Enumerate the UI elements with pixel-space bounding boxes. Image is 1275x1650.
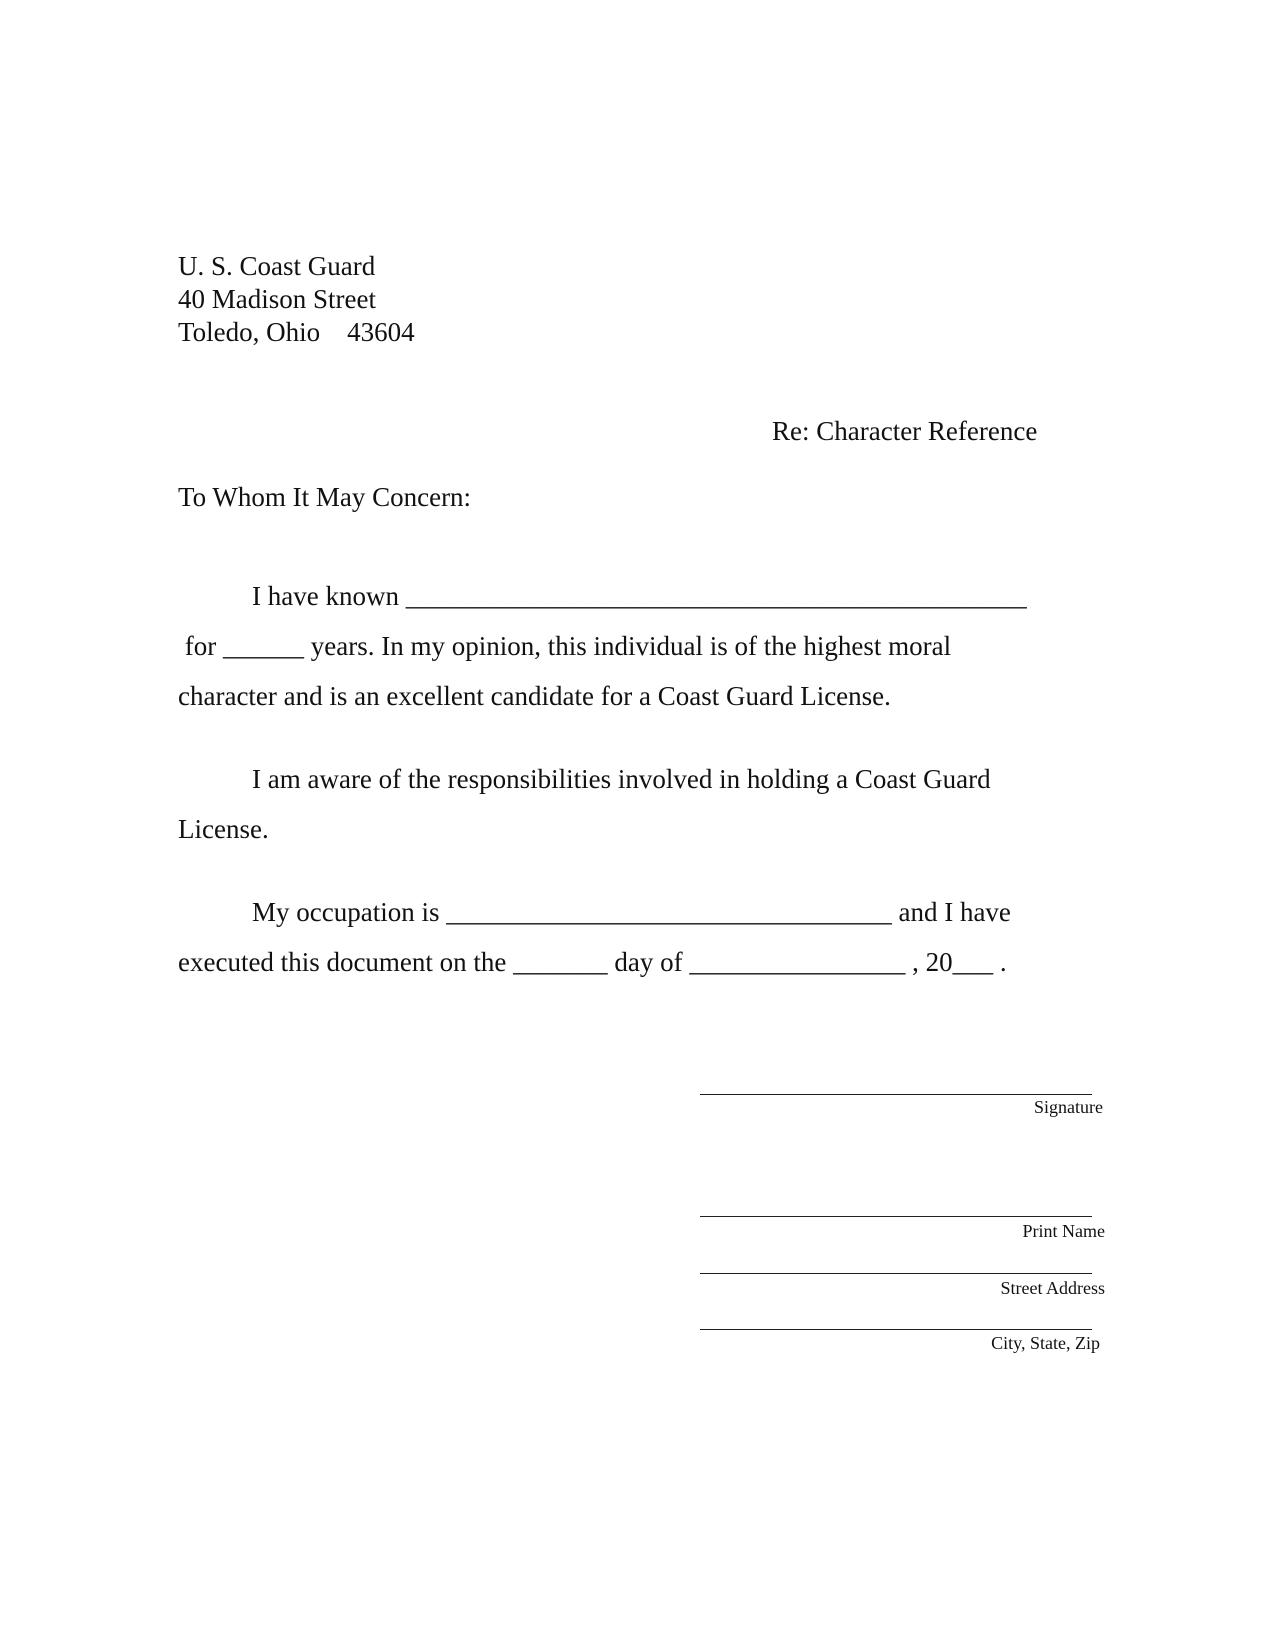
recipient-city-state-zip: Toledo, Ohio 43604	[178, 317, 415, 347]
recipient-name: U. S. Coast Guard	[178, 251, 376, 281]
paragraph-known-line-2: for ______ years. In my opinion, this individual is of the highest moral	[178, 631, 952, 661]
print-name-label: Print Name	[1022, 1221, 1105, 1241]
subject-line: Re: Character Reference	[772, 416, 1038, 446]
street-address-line	[700, 1273, 1092, 1274]
paragraph-occupation-line-2: executed this document on the _______ day of ________________ , 20___ .	[178, 947, 1007, 977]
paragraph-known-line-3: character and is an excellent candidate for a Coast Guard License.	[178, 681, 891, 711]
city-state-zip-line	[700, 1329, 1092, 1330]
signature-label: Signature	[1034, 1097, 1103, 1117]
paragraph-known-line-1: I have known ______________________________________________	[252, 581, 1027, 611]
city-state-zip-label: City, State, Zip	[991, 1333, 1100, 1353]
salutation: To Whom It May Concern:	[178, 482, 472, 512]
signature-line	[700, 1094, 1092, 1095]
paragraph-occupation-line-1: My occupation is _________________________________ and I have	[252, 897, 1011, 927]
paragraph-responsibilities-line-2: License.	[178, 814, 269, 844]
recipient-street: 40 Madison Street	[178, 284, 376, 314]
print-name-line	[700, 1216, 1092, 1217]
paragraph-responsibilities-line-1: I am aware of the responsibilities involved in holding a Coast Guard	[252, 764, 991, 794]
street-address-label: Street Address	[1000, 1278, 1105, 1298]
